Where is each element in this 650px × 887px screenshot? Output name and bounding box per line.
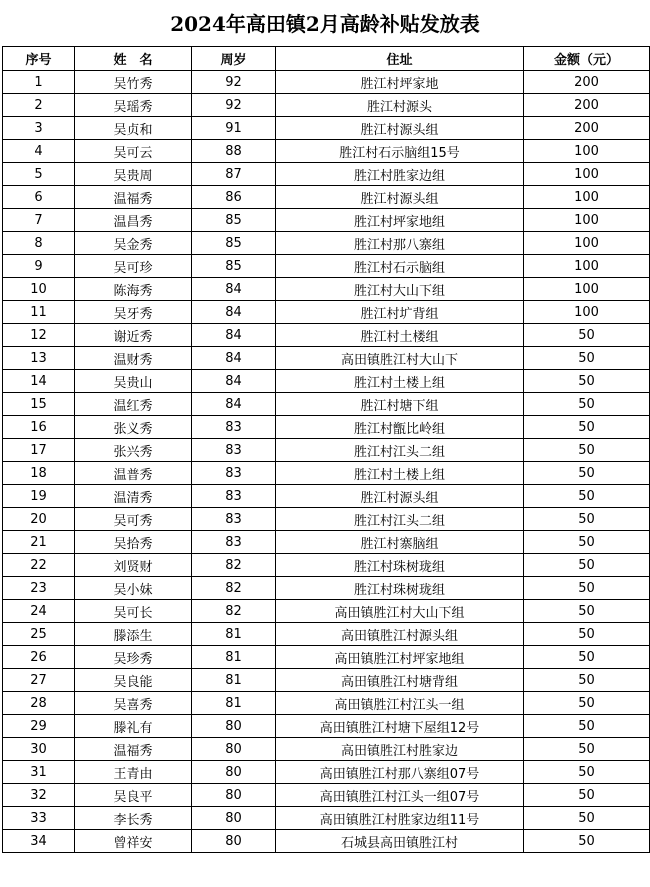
cell-name: 吴瑶秀: [75, 94, 192, 117]
cell-age: 81: [192, 692, 276, 715]
cell-index: 8: [3, 232, 75, 255]
cell-address: 高田镇胜江村塘背组: [276, 669, 524, 692]
cell-age: 81: [192, 669, 276, 692]
cell-amount: 50: [524, 554, 650, 577]
table-row: [3, 232, 650, 255]
cell-index: 7: [3, 209, 75, 232]
cell-age: 84: [192, 370, 276, 393]
cell-name: 吴金秀: [75, 232, 192, 255]
cell-amount: 50: [524, 807, 650, 830]
cell-name: 吴贵周: [75, 163, 192, 186]
cell-index: 4: [3, 140, 75, 163]
cell-name: 谢近秀: [75, 324, 192, 347]
header-index: 序号: [3, 47, 75, 71]
cell-name: 温福秀: [75, 738, 192, 761]
table-row: [3, 715, 650, 738]
cell-amount: 200: [524, 94, 650, 117]
cell-address: 胜江村源头组: [276, 117, 524, 140]
cell-name: 温红秀: [75, 393, 192, 416]
cell-amount: 50: [524, 416, 650, 439]
cell-amount: 50: [524, 531, 650, 554]
cell-index: 13: [3, 347, 75, 370]
cell-amount: 50: [524, 784, 650, 807]
cell-age: 80: [192, 738, 276, 761]
cell-address: 高田镇胜江村大山下组: [276, 600, 524, 623]
cell-age: 81: [192, 646, 276, 669]
cell-name: 吴珍秀: [75, 646, 192, 669]
cell-address: 胜江村圹背组: [276, 301, 524, 324]
cell-index: 2: [3, 94, 75, 117]
cell-name: 王青由: [75, 761, 192, 784]
cell-amount: 100: [524, 301, 650, 324]
cell-name: 吴贞和: [75, 117, 192, 140]
table-row: [3, 324, 650, 347]
cell-name: 李长秀: [75, 807, 192, 830]
table-row: [3, 140, 650, 163]
cell-index: 3: [3, 117, 75, 140]
cell-address: 胜江村珠树珑组: [276, 577, 524, 600]
cell-address: 胜江村江头二组: [276, 439, 524, 462]
cell-address: 高田镇胜江村胜家边组11号: [276, 807, 524, 830]
table-row: [3, 623, 650, 646]
cell-name: 温财秀: [75, 347, 192, 370]
cell-name: 刘贤财: [75, 554, 192, 577]
cell-name: 滕添生: [75, 623, 192, 646]
cell-address: 胜江村石示脑组: [276, 255, 524, 278]
cell-age: 84: [192, 278, 276, 301]
table-row: [3, 485, 650, 508]
table-row: [3, 807, 650, 830]
cell-address: 胜江村大山下组: [276, 278, 524, 301]
cell-amount: 50: [524, 738, 650, 761]
cell-name: 吴良平: [75, 784, 192, 807]
cell-name: 曾祥安: [75, 830, 192, 853]
cell-age: 86: [192, 186, 276, 209]
cell-address: 高田镇胜江村江头一组: [276, 692, 524, 715]
cell-amount: 50: [524, 462, 650, 485]
cell-amount: 50: [524, 370, 650, 393]
cell-address: 胜江村坪家地组: [276, 209, 524, 232]
cell-age: 84: [192, 393, 276, 416]
cell-name: 陈海秀: [75, 278, 192, 301]
table-header-row: [3, 47, 650, 71]
cell-age: 92: [192, 71, 276, 94]
table-row: [3, 738, 650, 761]
table-row: [3, 600, 650, 623]
cell-address: 胜江村土楼组: [276, 324, 524, 347]
cell-name: 温昌秀: [75, 209, 192, 232]
cell-name: 温普秀: [75, 462, 192, 485]
cell-name: 吴可秀: [75, 508, 192, 531]
table-row: [3, 393, 650, 416]
cell-amount: 50: [524, 577, 650, 600]
cell-address: 高田镇胜江村坪家地组: [276, 646, 524, 669]
cell-index: 14: [3, 370, 75, 393]
cell-name: 吴良能: [75, 669, 192, 692]
cell-index: 33: [3, 807, 75, 830]
cell-name: 吴拾秀: [75, 531, 192, 554]
cell-index: 16: [3, 416, 75, 439]
table-row: [3, 416, 650, 439]
cell-amount: 50: [524, 600, 650, 623]
cell-index: 28: [3, 692, 75, 715]
cell-index: 31: [3, 761, 75, 784]
table-body: [3, 71, 650, 853]
header-address: 住址: [276, 47, 524, 71]
table-row: [3, 186, 650, 209]
cell-index: 32: [3, 784, 75, 807]
cell-age: 84: [192, 347, 276, 370]
cell-name: 吴小妹: [75, 577, 192, 600]
cell-amount: 200: [524, 71, 650, 94]
cell-age: 88: [192, 140, 276, 163]
cell-name: 张兴秀: [75, 439, 192, 462]
cell-index: 6: [3, 186, 75, 209]
cell-index: 12: [3, 324, 75, 347]
cell-index: 17: [3, 439, 75, 462]
cell-amount: 50: [524, 485, 650, 508]
cell-age: 83: [192, 416, 276, 439]
cell-age: 85: [192, 232, 276, 255]
table-row: [3, 117, 650, 140]
cell-amount: 100: [524, 186, 650, 209]
cell-age: 81: [192, 623, 276, 646]
cell-age: 83: [192, 531, 276, 554]
header-name: 姓 名: [75, 47, 192, 71]
cell-amount: 50: [524, 715, 650, 738]
cell-address: 胜江村坪家地: [276, 71, 524, 94]
cell-index: 10: [3, 278, 75, 301]
table-row: [3, 278, 650, 301]
cell-address: 胜江村源头组: [276, 485, 524, 508]
cell-index: 18: [3, 462, 75, 485]
cell-age: 84: [192, 324, 276, 347]
cell-amount: 50: [524, 646, 650, 669]
cell-address: 高田镇胜江村那八寨组07号: [276, 761, 524, 784]
cell-index: 27: [3, 669, 75, 692]
cell-amount: 50: [524, 324, 650, 347]
cell-amount: 50: [524, 669, 650, 692]
cell-address: 胜江村土楼上组: [276, 462, 524, 485]
cell-age: 87: [192, 163, 276, 186]
cell-age: 82: [192, 577, 276, 600]
cell-name: 温清秀: [75, 485, 192, 508]
table-row: [3, 761, 650, 784]
cell-address: 胜江村胜家边组: [276, 163, 524, 186]
cell-age: 80: [192, 830, 276, 853]
cell-address: 高田镇胜江村大山下: [276, 347, 524, 370]
cell-index: 24: [3, 600, 75, 623]
cell-name: 吴可云: [75, 140, 192, 163]
cell-index: 30: [3, 738, 75, 761]
cell-age: 83: [192, 439, 276, 462]
cell-address: 胜江村土楼上组: [276, 370, 524, 393]
cell-amount: 100: [524, 209, 650, 232]
cell-age: 82: [192, 554, 276, 577]
table-row: [3, 669, 650, 692]
cell-age: 91: [192, 117, 276, 140]
cell-age: 82: [192, 600, 276, 623]
cell-name: 吴可珍: [75, 255, 192, 278]
cell-name: 吴牙秀: [75, 301, 192, 324]
cell-address: 高田镇胜江村源头组: [276, 623, 524, 646]
cell-index: 21: [3, 531, 75, 554]
cell-name: 吴可长: [75, 600, 192, 623]
cell-amount: 100: [524, 255, 650, 278]
cell-amount: 100: [524, 140, 650, 163]
table-row: [3, 508, 650, 531]
cell-amount: 100: [524, 278, 650, 301]
cell-name: 吴喜秀: [75, 692, 192, 715]
table-row: [3, 646, 650, 669]
subsidy-table: [2, 46, 650, 853]
cell-age: 83: [192, 462, 276, 485]
cell-age: 80: [192, 715, 276, 738]
cell-index: 34: [3, 830, 75, 853]
cell-amount: 100: [524, 163, 650, 186]
cell-address: 胜江村江头二组: [276, 508, 524, 531]
table-row: [3, 692, 650, 715]
cell-age: 80: [192, 784, 276, 807]
cell-index: 22: [3, 554, 75, 577]
table-row: [3, 784, 650, 807]
cell-address: 胜江村寨脑组: [276, 531, 524, 554]
cell-amount: 50: [524, 692, 650, 715]
cell-index: 20: [3, 508, 75, 531]
table-row: [3, 94, 650, 117]
cell-index: 29: [3, 715, 75, 738]
cell-index: 1: [3, 71, 75, 94]
cell-address: 高田镇胜江村江头一组07号: [276, 784, 524, 807]
cell-index: 5: [3, 163, 75, 186]
table-row: [3, 301, 650, 324]
cell-index: 25: [3, 623, 75, 646]
cell-name: 吴竹秀: [75, 71, 192, 94]
cell-address: 高田镇胜江村胜家边: [276, 738, 524, 761]
cell-name: 温福秀: [75, 186, 192, 209]
table-row: [3, 370, 650, 393]
cell-age: 85: [192, 209, 276, 232]
cell-amount: 50: [524, 508, 650, 531]
cell-address: 胜江村塘下组: [276, 393, 524, 416]
cell-age: 92: [192, 94, 276, 117]
table-row: [3, 830, 650, 853]
cell-amount: 50: [524, 761, 650, 784]
table-row: [3, 462, 650, 485]
cell-name: 滕礼有: [75, 715, 192, 738]
cell-amount: 100: [524, 232, 650, 255]
cell-index: 9: [3, 255, 75, 278]
cell-amount: 50: [524, 393, 650, 416]
cell-age: 84: [192, 301, 276, 324]
cell-age: 80: [192, 807, 276, 830]
cell-address: 胜江村石示脑组15号: [276, 140, 524, 163]
cell-age: 83: [192, 508, 276, 531]
cell-address: 高田镇胜江村塘下屋组12号: [276, 715, 524, 738]
cell-address: 胜江村那八寨组: [276, 232, 524, 255]
cell-amount: 50: [524, 347, 650, 370]
cell-index: 23: [3, 577, 75, 600]
cell-name: 张义秀: [75, 416, 192, 439]
cell-age: 85: [192, 255, 276, 278]
table-row: [3, 554, 650, 577]
header-amount: 金额（元）: [524, 47, 650, 71]
cell-name: 吴贵山: [75, 370, 192, 393]
cell-index: 11: [3, 301, 75, 324]
table-row: [3, 439, 650, 462]
table-row: [3, 209, 650, 232]
cell-index: 15: [3, 393, 75, 416]
table-row: [3, 71, 650, 94]
cell-address: 石城县高田镇胜江村: [276, 830, 524, 853]
cell-age: 83: [192, 485, 276, 508]
header-age: 周岁: [192, 47, 276, 71]
cell-amount: 50: [524, 830, 650, 853]
cell-address: 胜江村源头: [276, 94, 524, 117]
table-row: [3, 577, 650, 600]
page-title: 2024年高田镇2月高龄补贴发放表: [170, 12, 480, 36]
table-row: [3, 347, 650, 370]
table-row: [3, 255, 650, 278]
table-row: [3, 163, 650, 186]
cell-address: 胜江村甑比岭组: [276, 416, 524, 439]
cell-index: 26: [3, 646, 75, 669]
cell-amount: 200: [524, 117, 650, 140]
cell-index: 19: [3, 485, 75, 508]
cell-amount: 50: [524, 623, 650, 646]
cell-address: 胜江村珠树珑组: [276, 554, 524, 577]
cell-amount: 50: [524, 439, 650, 462]
cell-age: 80: [192, 761, 276, 784]
table-row: [3, 531, 650, 554]
cell-address: 胜江村源头组: [276, 186, 524, 209]
